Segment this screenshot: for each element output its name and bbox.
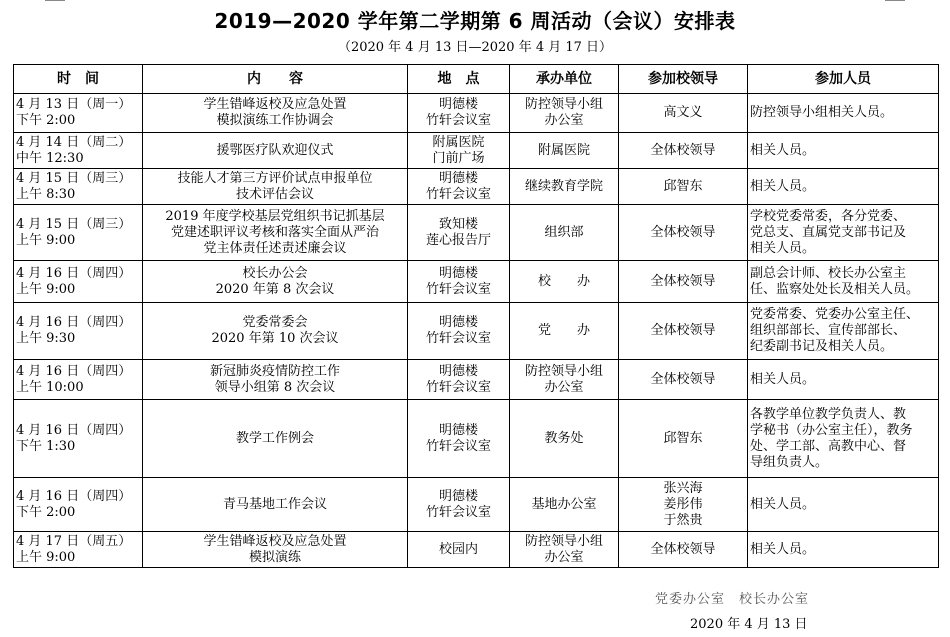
content-cell-line: 模拟演练	[248, 549, 301, 565]
content-cell-line: 新冠肺炎疫情防控工作	[209, 363, 340, 379]
attendees-cell	[748, 169, 939, 205]
time-cell-line: 4 月 15 日（周三）	[16, 216, 132, 232]
time-cell-line: 4 月 17 日（周五）	[16, 533, 132, 549]
attendees-cell-line: 相关人员。	[750, 142, 816, 158]
leaders-cell-line: 全体校领导	[650, 541, 716, 557]
host-unit-cell-line: 办公室	[544, 379, 584, 395]
time-cell	[14, 303, 143, 360]
time-cell	[14, 532, 143, 568]
time-cell-line: 下午 2:00	[16, 113, 76, 128]
time-cell	[14, 400, 143, 478]
leaders-cell-line: 邱智东	[663, 430, 703, 446]
place-cell-line: 致知楼	[438, 216, 478, 232]
content-cell-line: 模拟演练工作协调会	[216, 113, 334, 128]
leaders-cell-line: 全体校领导	[650, 371, 716, 387]
content-cell	[143, 133, 408, 169]
place-cell	[408, 303, 510, 360]
attendees-cell-line: 任、监察处处长及相关人员。	[750, 281, 920, 297]
leaders-cell	[619, 205, 748, 261]
attendees-cell-line: 副总会计师、校长办公室主	[750, 265, 907, 281]
attendees-cell	[748, 360, 939, 400]
place-cell-line: 竹轩会议室	[425, 281, 491, 297]
time-cell	[14, 360, 143, 400]
header-host-unit: 承办单位	[510, 65, 619, 94]
host-unit-cell	[510, 478, 619, 532]
attendees-cell	[748, 133, 939, 169]
attendees-cell-line: 党总支、直属党支部书记及	[750, 224, 907, 240]
attendees-cell-line: 相关人员。	[750, 178, 816, 194]
place-cell-line: 门前广场	[432, 150, 485, 166]
time-cell-line: 上午 9:30	[16, 331, 76, 346]
content-cell	[143, 360, 408, 400]
place-cell-line: 明德楼	[438, 488, 478, 504]
place-cell	[408, 94, 510, 133]
top-rule-left	[45, 0, 65, 1]
leaders-cell	[619, 532, 748, 568]
host-unit-cell-line: 基地办公室	[531, 496, 597, 512]
content-cell-line: 青马基地工作会议	[222, 496, 327, 512]
table-row	[14, 532, 939, 568]
table-row	[14, 205, 939, 261]
place-cell	[408, 532, 510, 568]
content-cell	[143, 169, 408, 205]
table-row	[14, 133, 939, 169]
leaders-cell-line: 高文义	[663, 105, 703, 120]
host-unit-cell-line: 办公室	[544, 113, 584, 128]
time-cell-line: 4 月 16 日（周四）	[16, 422, 132, 438]
attendees-cell	[748, 261, 939, 303]
place-cell-line: 竹轩会议室	[425, 504, 491, 520]
time-cell	[14, 261, 143, 303]
time-cell-line: 下午 1:30	[16, 438, 76, 454]
host-unit-cell	[510, 261, 619, 303]
content-cell-line: 党主体责任述责述廉会议	[203, 240, 347, 256]
header-leaders: 参加校领导	[619, 65, 748, 94]
content-cell-line: 技术评估会议	[235, 186, 314, 202]
attendees-cell-line: 党委常委、党委办公室主任、	[750, 307, 920, 322]
content-cell-line: 2020 年第 10 次会议	[211, 331, 339, 346]
content-cell-line: 2020 年第 8 次会议	[215, 281, 335, 297]
leaders-cell	[619, 261, 748, 303]
content-cell-line: 领导小组第 8 次会议	[214, 379, 336, 395]
place-cell-line: 竹轩会议室	[425, 113, 491, 128]
attendees-cell-line: 各教学单位教学负责人、教	[750, 406, 907, 422]
time-cell-line: 4 月 16 日（周四）	[16, 265, 132, 281]
attendees-cell-line: 学校党委常委，各分党委、	[750, 208, 907, 224]
time-cell-line: 4 月 14 日（周二）	[16, 134, 132, 150]
host-unit-cell-line: 办公室	[544, 549, 584, 565]
schedule-table	[13, 64, 939, 568]
header-attendees: 参加人员	[748, 65, 939, 94]
host-unit-cell-line: 党 办	[537, 323, 590, 338]
content-cell-line: 党建述职评议考核和落实全面从严治	[170, 224, 379, 240]
table-row	[14, 360, 939, 400]
issuer-signature: 党委办公室 校长办公室	[655, 592, 810, 607]
host-unit-cell-line: 校 办	[537, 273, 590, 289]
leaders-cell	[619, 478, 748, 532]
leaders-cell-line: 姜彤伟	[663, 496, 703, 512]
time-cell-line: 4 月 16 日（周四）	[16, 488, 132, 504]
attendees-cell-line: 相关人员。	[750, 240, 816, 256]
leaders-cell	[619, 360, 748, 400]
content-cell-line: 援鄂医疗队欢迎仪式	[216, 142, 334, 158]
place-cell-line: 明德楼	[438, 97, 478, 112]
table-row	[14, 169, 939, 205]
leaders-cell	[619, 303, 748, 360]
time-cell-line: 4 月 15 日（周三）	[16, 170, 132, 186]
table-row	[14, 400, 939, 478]
host-unit-cell-line: 组织部	[544, 224, 584, 240]
content-cell-line: 学生错峰返校及应急处置	[203, 533, 347, 549]
leaders-cell	[619, 400, 748, 478]
top-rule-right	[885, 0, 905, 1]
time-cell	[14, 478, 143, 532]
attendees-cell-line: 学秘书（办公室主任），教务	[750, 422, 913, 438]
content-cell	[143, 94, 408, 133]
leaders-cell-line: 于然贵	[663, 512, 703, 528]
host-unit-cell	[510, 94, 619, 133]
host-unit-cell-line: 教务处	[544, 430, 584, 446]
content-cell	[143, 205, 408, 261]
table-row	[14, 478, 939, 532]
place-cell-line: 明德楼	[438, 265, 478, 281]
place-cell	[408, 478, 510, 532]
header-content: 内 容	[143, 65, 408, 94]
place-cell-line: 竹轩会议室	[425, 331, 491, 346]
place-cell	[408, 261, 510, 303]
host-unit-cell	[510, 205, 619, 261]
attendees-cell-line: 导组负责人。	[750, 454, 829, 470]
host-unit-cell	[510, 169, 619, 205]
place-cell	[408, 205, 510, 261]
time-cell-line: 上午 8:30	[16, 186, 76, 202]
content-cell	[143, 478, 408, 532]
leaders-cell-line: 全体校领导	[650, 323, 716, 338]
place-cell	[408, 133, 510, 169]
host-unit-cell-line: 防控领导小组	[524, 363, 603, 379]
leaders-cell	[619, 94, 748, 133]
leaders-cell	[619, 133, 748, 169]
content-cell-line: 党委常委会	[242, 315, 308, 330]
time-cell	[14, 205, 143, 261]
table-row	[14, 303, 939, 360]
place-cell-line: 附属医院	[432, 134, 485, 150]
place-cell-line: 竹轩会议室	[425, 186, 491, 202]
place-cell-line: 明德楼	[438, 170, 478, 186]
page-title: 2019—2020 学年第二学期第 6 周活动（会议）安排表	[214, 9, 736, 33]
place-cell-line: 莲心报告厅	[425, 232, 491, 248]
time-cell-line: 上午 9:00	[16, 232, 76, 248]
attendees-cell	[748, 532, 939, 568]
leaders-cell	[619, 169, 748, 205]
time-cell-line: 下午 2:00	[16, 504, 76, 520]
header-place: 地 点	[408, 65, 510, 94]
time-cell	[14, 133, 143, 169]
attendees-cell-line: 防控领导小组相关人员。	[750, 105, 894, 120]
content-cell-line: 校长办公会	[242, 265, 308, 281]
time-cell	[14, 169, 143, 205]
table-body	[14, 94, 939, 568]
content-cell	[143, 261, 408, 303]
time-cell-line: 4 月 13 日（周一）	[16, 97, 132, 112]
attendees-cell	[748, 478, 939, 532]
attendees-cell-line: 处、学工部、高教中心、督	[750, 438, 907, 454]
place-cell-line: 校园内	[438, 541, 478, 557]
attendees-cell	[748, 303, 939, 360]
time-cell-line: 上午 9:00	[16, 281, 76, 297]
content-cell-line: 教学工作例会	[235, 430, 314, 446]
leaders-cell-line: 全体校领导	[650, 273, 716, 289]
attendees-cell-line: 相关人员。	[750, 371, 816, 387]
time-cell-line: 上午 10:00	[16, 379, 84, 395]
place-cell	[408, 360, 510, 400]
attendees-cell	[748, 205, 939, 261]
place-cell-line: 竹轩会议室	[425, 379, 491, 395]
time-cell-line: 4 月 16 日（周四）	[16, 363, 132, 379]
content-cell	[143, 400, 408, 478]
attendees-cell	[748, 94, 939, 133]
place-cell-line: 竹轩会议室	[425, 438, 491, 454]
content-cell-line: 学生错峰返校及应急处置	[203, 97, 347, 112]
date-range-subtitle: （2020 年 4 月 13 日—2020 年 4 月 17 日）	[337, 40, 613, 55]
attendees-cell-line: 组织部部长、宣传部部长、	[750, 323, 907, 338]
issue-date: 2020 年 4 月 13 日	[690, 617, 808, 632]
host-unit-cell	[510, 360, 619, 400]
host-unit-cell-line: 防控领导小组	[524, 97, 603, 112]
attendees-cell-line: 相关人员。	[750, 496, 816, 512]
leaders-cell-line: 全体校领导	[650, 142, 716, 158]
time-cell	[14, 94, 143, 133]
table-row	[14, 94, 939, 133]
host-unit-cell	[510, 532, 619, 568]
host-unit-cell	[510, 133, 619, 169]
host-unit-cell-line: 附属医院	[537, 142, 590, 158]
attendees-cell	[748, 400, 939, 478]
place-cell-line: 明德楼	[438, 315, 478, 330]
content-cell	[143, 532, 408, 568]
time-cell-line: 上午 9:00	[16, 549, 76, 565]
place-cell	[408, 169, 510, 205]
content-cell	[143, 303, 408, 360]
leaders-cell-line: 张兴海	[663, 480, 703, 496]
header-row	[14, 65, 939, 94]
time-cell-line: 4 月 16 日（周四）	[16, 315, 132, 330]
place-cell-line: 明德楼	[438, 422, 478, 438]
attendees-cell-line: 纪委副书记及相关人员。	[750, 339, 894, 354]
leaders-cell-line: 全体校领导	[650, 224, 716, 240]
host-unit-cell-line: 继续教育学院	[524, 178, 603, 194]
time-cell-line: 中午 12:30	[16, 150, 84, 166]
leaders-cell-line: 邱智东	[663, 178, 703, 194]
host-unit-cell-line: 防控领导小组	[524, 533, 603, 549]
host-unit-cell	[510, 400, 619, 478]
place-cell	[408, 400, 510, 478]
content-cell-line: 2019 年度学校基层党组织书记抓基层	[165, 208, 385, 224]
table-row	[14, 261, 939, 303]
host-unit-cell	[510, 303, 619, 360]
content-cell-line: 技能人才第三方评价试点申报单位	[177, 170, 373, 186]
place-cell-line: 明德楼	[438, 363, 478, 379]
header-time: 时 间	[14, 65, 143, 94]
attendees-cell-line: 相关人员。	[750, 541, 816, 557]
